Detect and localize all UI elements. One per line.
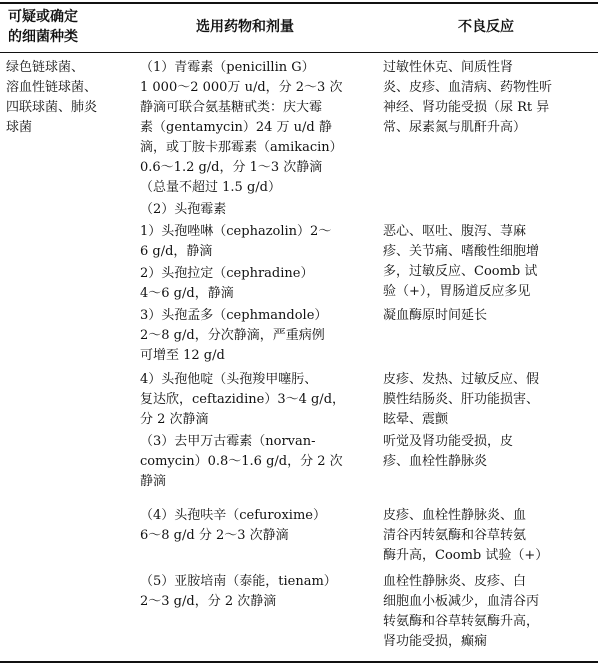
drug-line: 4）头孢他啶（头孢羧甲噻肟、 — [140, 372, 318, 387]
adverse-line: 细胞血小板减少，血清谷丙 — [383, 594, 540, 609]
adverse-line: 炎、皮疹、血清病、药物性听 — [383, 80, 553, 95]
adverse-line: 神经、肾功能受损（尿 Rt 异 — [383, 100, 550, 115]
header-rule — [0, 52, 598, 53]
header-bacteria-line2: 的细菌种类 — [8, 29, 78, 45]
drug-line: （总量不超过 1.5 g/d） — [140, 180, 281, 195]
bacteria-line: 溶血性链球菌、 — [6, 80, 98, 95]
bacteria-line: 四联球菌、肺炎 — [6, 100, 98, 115]
adverse-line: 血栓性静脉炎、皮疹、白 — [383, 574, 527, 589]
adverse-line: 疹、关节痛、嗜酸性细胞增 — [383, 244, 540, 259]
bacteria-line: 绿色链球菌、 — [6, 60, 85, 75]
drug-line: 4～6 g/d，静滴 — [140, 286, 234, 301]
adverse-line: 多，过敏反应、Coomb 试 — [383, 264, 538, 279]
adverse-line: 膜性结肠炎、肝功能损害、 — [383, 392, 540, 407]
drug-line: 1）头孢唑啉（cephazolin）2～ — [140, 224, 332, 239]
drug-line: （1）青霉素（penicillin G） — [140, 60, 315, 75]
drug-line: 静滴 — [140, 474, 167, 489]
adverse-line: 眩晕、震颤 — [383, 412, 449, 427]
drug-line: 分 2 次静滴 — [140, 412, 209, 427]
drug-line: 3）头孢孟多（cephmandole） — [140, 308, 328, 323]
header-adverse-reaction: 不良反应 — [458, 19, 514, 35]
drug-line: 0.6～1.2 g/d，分 1～3 次静滴 — [140, 160, 323, 175]
adverse-line: 皮疹、血栓性静脉炎、血 — [383, 508, 527, 523]
adverse-line: 皮疹、发热、过敏反应、假 — [383, 372, 540, 387]
adverse-line: 过敏性休克、间质性肾 — [383, 60, 514, 75]
adverse-line: 凝血酶原时间延长 — [383, 308, 488, 323]
adverse-line: 酶升高，Coomb 试验（+） — [383, 548, 549, 563]
adverse-line: 疹、血栓性静脉炎 — [383, 454, 488, 469]
drug-line: 2～3 g/d，分 2 次静滴 — [140, 594, 277, 609]
drug-line: 静滴可联合氨基糖甙类：庆大霉 — [140, 100, 323, 115]
drug-line: 素（gentamycin）24 万 u/d 静 — [140, 120, 332, 135]
drug-line: 2～8 g/d，分次静滴，严重病例 — [140, 328, 325, 343]
bacteria-line: 球菌 — [6, 120, 33, 135]
table-bottom-rule — [0, 661, 598, 663]
drug-line: 复达欣，ceftazidine）3～4 g/d， — [140, 392, 346, 407]
drug-line: 6 g/d，静滴 — [140, 244, 213, 259]
drug-line: 可增至 12 g/d — [140, 348, 225, 363]
drug-line: （4）头孢呋辛（cefuroxime） — [140, 508, 326, 523]
adverse-line: 听觉及肾功能受损，皮 — [383, 434, 514, 449]
drug-line: 6～8 g/d 分 2～3 次静滴 — [140, 528, 289, 543]
adverse-line: 肾功能受损，癫痫 — [383, 634, 488, 649]
drug-line: comycin）0.8～1.6 g/d，分 2 次 — [140, 454, 343, 469]
adverse-line: 恶心、呕吐、腹泻、荨麻 — [383, 224, 527, 239]
header-bacteria-line1: 可疑或确定 — [8, 9, 78, 25]
adverse-line: 常、尿素氮与肌酐升高） — [383, 120, 527, 135]
drug-line: （5）亚胺培南（泰能，tienam） — [140, 574, 337, 589]
adverse-line: 验（+），胃肠道反应多见 — [383, 284, 531, 299]
adverse-line: 清谷丙转氨酶和谷草转氨 — [383, 528, 527, 543]
header-drug-dose: 选用药物和剂量 — [196, 19, 294, 35]
drug-line: 滴，或丁胺卡那霉素（amikacin） — [140, 140, 343, 155]
drug-line: （3）去甲万古霉素（norvan- — [140, 434, 316, 449]
adverse-line: 转氨酶和谷草转氨酶升高， — [383, 614, 540, 629]
drug-line: 2）头孢拉定（cephradine） — [140, 266, 314, 281]
table-top-rule — [0, 2, 598, 4]
drug-line: 1 000～2 000万 u/d，分 2～3 次 — [140, 80, 343, 95]
drug-line: （2）头孢霉素 — [140, 202, 227, 217]
